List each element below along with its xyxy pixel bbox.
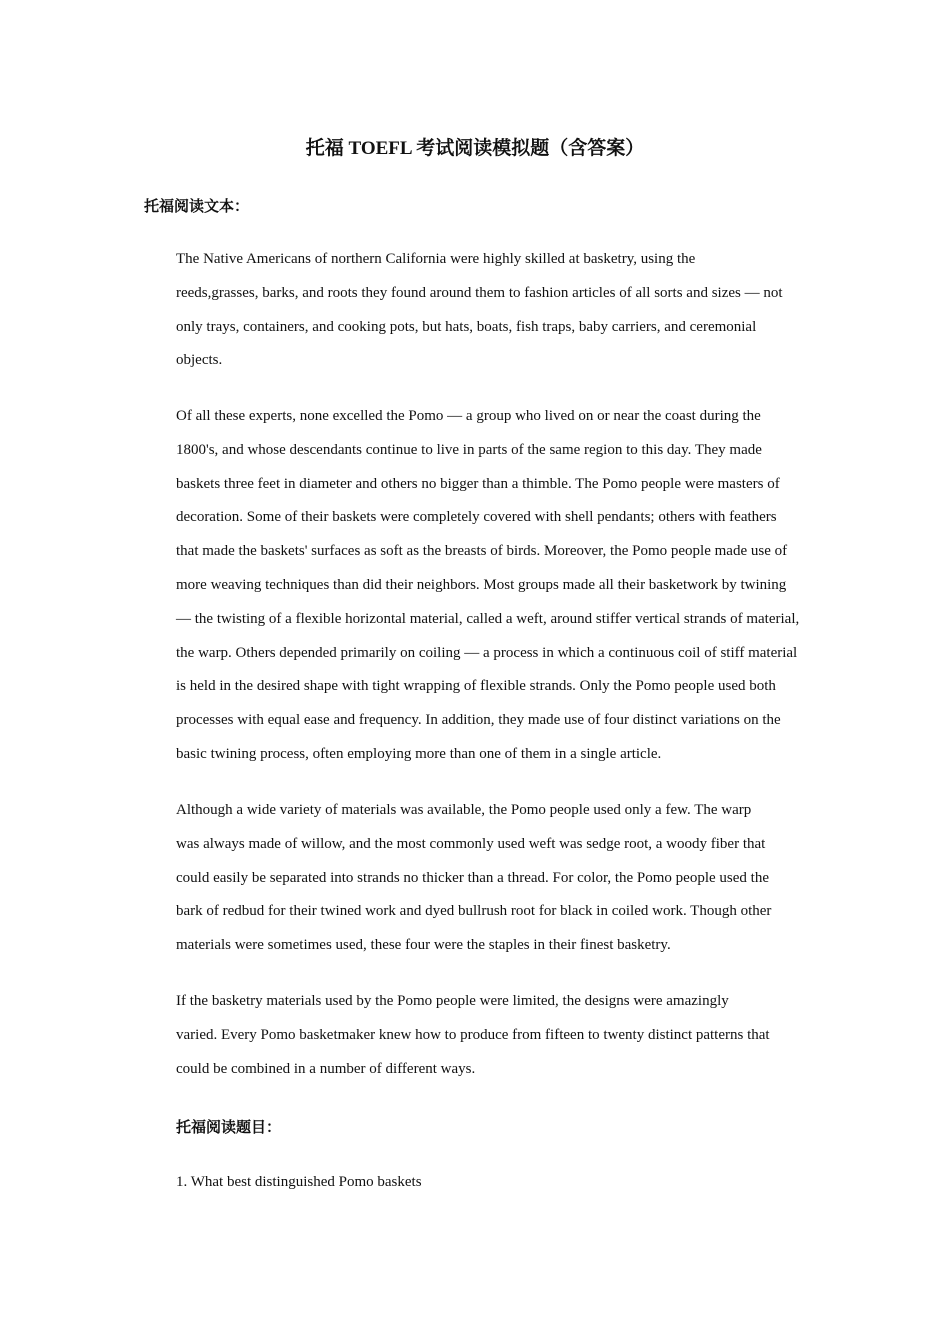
paragraph-line: varied. Every Pomo basketmaker knew how to produce from fifteen to twenty distinct patterns that — [176, 1026, 770, 1043]
paragraph-line: decoration. Some of their baskets were completely covered with shell pendants; others with feathers — [176, 509, 777, 526]
paragraph-line: materials were sometimes used, these four were the staples in their finest basketry. — [176, 937, 671, 954]
reading-text-heading: 托福阅读文本： — [144, 199, 250, 215]
paragraph-line: basic twining process, often employing more than one of them in a single article. — [176, 745, 662, 762]
paragraph-line: objects. — [176, 352, 223, 369]
paragraph-line: is held in the desired shape with tight wrapping of flexible strands. Only the Pomo people used both — [176, 678, 776, 695]
paragraph-line: Although a wide variety of materials was available, the Pomo people used only a few. The warp — [176, 802, 752, 818]
paragraph-line: baskets three feet in diameter and others no bigger than a thimble. The Pomo people were masters of — [176, 475, 780, 492]
paragraph-line: Of all these experts, none excelled the Pomo — a group who lived on or near the coast during the — [176, 408, 761, 424]
paragraph-line: — the twisting of a flexible horizontal material, called a weft, around stiffer vertical strands of material, — [176, 610, 800, 627]
paragraph-line: the warp. Others depended primarily on coiling — a process in which a continuous coil of stiff material — [176, 644, 798, 661]
paragraph-line: more weaving techniques than did their neighbors. Most groups made all their basketwork by twining — [176, 576, 787, 593]
paragraph-3 — [144, 794, 808, 963]
paragraph-line: was always made of willow, and the most commonly used weft was sedge root, a woody fiber that — [176, 835, 766, 852]
document-title: 托福 TOEFL 考试阅读模拟题（含答案） — [305, 138, 645, 159]
paragraph-line: processes with equal ease and frequency. In addition, they made use of four distinct variations on the — [176, 712, 781, 729]
question-1: 1. What best distinguished Pomo baskets — [176, 1174, 422, 1190]
paragraph-line: bark of redbud for their twined work and dyed bullrush root for black in coiled work. Though other — [176, 903, 772, 920]
paragraph-line: The Native Americans of northern California were highly skilled at basketry, using the — [176, 251, 696, 267]
paragraph-line: could easily be separated into strands no thicker than a thread. For color, the Pomo people used the — [176, 869, 769, 886]
paragraph-line: reeds,grasses, barks, and roots they found around them to fashion articles of all sorts and sizes — not — [176, 284, 783, 301]
paragraph-1 — [144, 243, 808, 378]
paragraph-line: could be combined in a number of different ways. — [176, 1060, 476, 1077]
paragraph-line: only trays, containers, and cooking pots, but hats, boats, fish traps, baby carriers, and ceremonial — [176, 318, 757, 335]
paragraph-4 — [144, 985, 808, 1086]
paragraph-line: If the basketry materials used by the Pomo people were limited, the designs were amazingly — [176, 993, 729, 1009]
reading-questions-heading: 托福阅读题目： — [176, 1120, 282, 1136]
paragraph-line: 1800's, and whose descendants continue to live in parts of the same region to this day. They made — [176, 441, 762, 458]
paragraph-line: that made the baskets' surfaces as soft as the breasts of birds. Moreover, the Pomo people made use of — [176, 543, 788, 560]
paragraph-2 — [144, 400, 808, 772]
